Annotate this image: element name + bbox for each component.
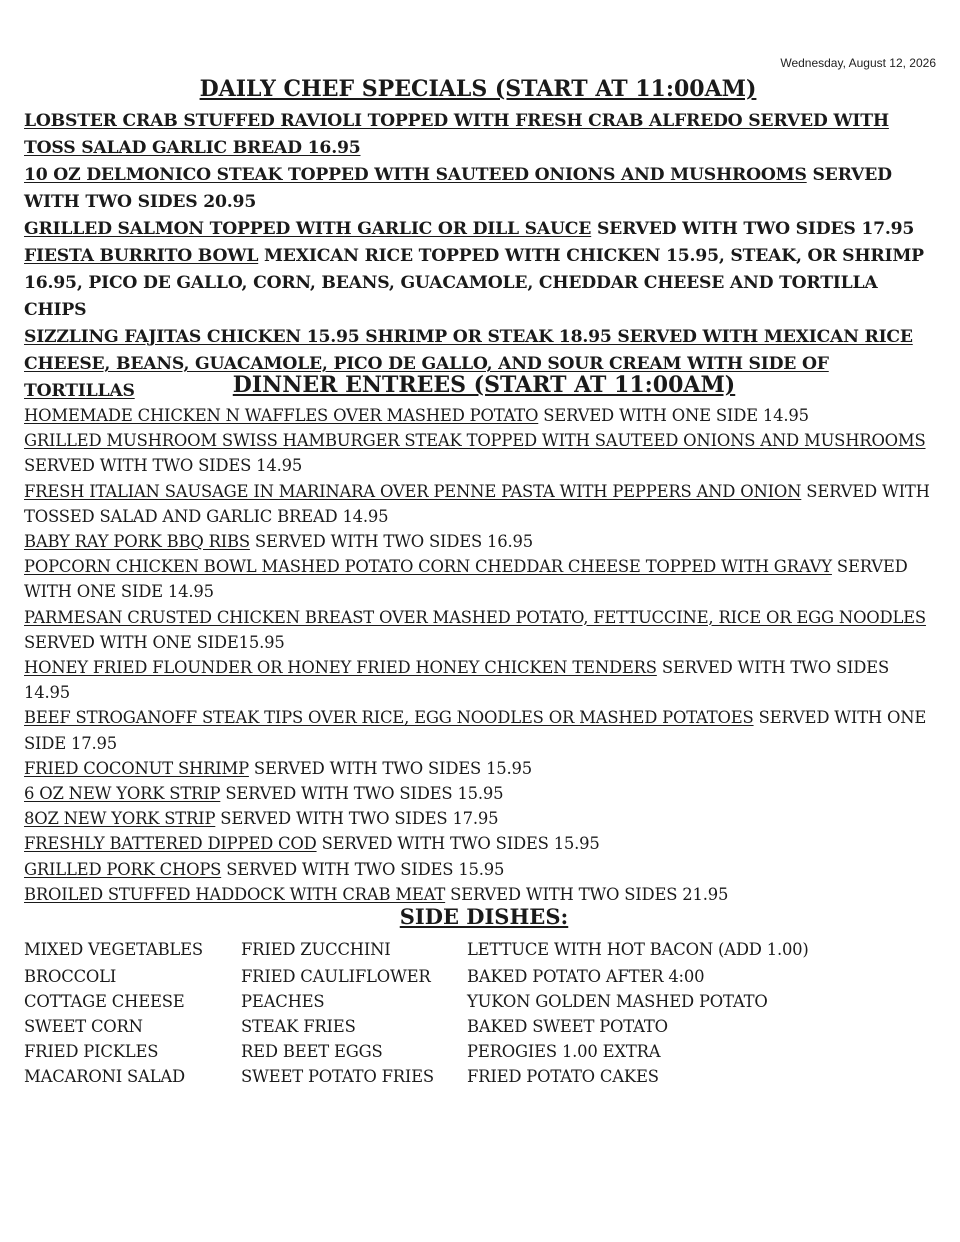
entree-item: [24, 705, 936, 755]
entree-item-name: FRIED COCONUT SHRIMP: [24, 758, 249, 778]
side-dish: MACARONI SALAD: [24, 1067, 185, 1087]
entree-item-name: GRILLED MUSHROOM SWISS HAMBURGER STEAK TOPPED WITH SAUTEED ONIONS AND MUSHROOMS: [24, 431, 926, 451]
entree-item: [24, 605, 936, 655]
side-dish: COTTAGE CHEESE: [24, 991, 185, 1011]
side-dish: FRIED ZUCCHINI: [241, 940, 391, 959]
entree-item-name: POPCORN CHICKEN BOWL MASHED POTATO CORN CHEDDAR CHEESE TOPPED WITH GRAVY: [24, 557, 832, 577]
side-dish: PEACHES: [241, 991, 325, 1011]
entree-item-detail: SERVED WITH TWO SIDES 14.95: [24, 658, 889, 703]
side-dish: PEROGIES 1.00 EXTRA: [467, 1042, 661, 1062]
special-item: [24, 108, 936, 162]
entree-item: [24, 756, 936, 781]
entree-item-detail: SERVED WITH TOSSED SALAD AND GARLIC BREAD 14.95: [24, 481, 930, 526]
print-date: Wednesday, August 12, 2026: [780, 56, 936, 70]
side-dish: BROCCOLI: [24, 966, 117, 986]
special-item: [24, 216, 936, 243]
entree-item-detail: SERVED WITH TWO SIDES 15.95: [248, 758, 532, 778]
entrees-list: [24, 403, 936, 907]
entree-item-name: HOMEMADE CHICKEN N WAFFLES OVER MASHED POTATO: [24, 406, 539, 425]
entree-item: [24, 857, 936, 882]
side-dish: MIXED VEGETABLES: [24, 940, 203, 959]
entree-item-name: PARMESAN CRUSTED CHICKEN BREAST OVER MASHED POTATO, FETTUCCINE, RICE OR EGG NOODLES: [24, 607, 926, 627]
entree-item-detail: SERVED WITH ONE SIDE 17.95: [24, 708, 927, 753]
entree-item-name: BROILED STUFFED HADDOCK WITH CRAB MEAT: [24, 884, 446, 904]
side-dish: RED BEET EGGS: [241, 1042, 383, 1062]
entrees-heading: DINNER ENTREES (START AT 11:00AM): [232, 372, 736, 398]
special-item: [24, 162, 936, 216]
entree-item-name: FRESH ITALIAN SAUSAGE IN MARINARA OVER PENNE PASTA WITH PEPPERS AND ONION: [24, 481, 802, 501]
special-item-detail: SERVED WITH TWO SIDES 17.95: [591, 219, 915, 239]
special-item-detail: MEXICAN RICE TOPPED WITH CHICKEN 15.95, STEAK, OR SHRIMP 16.95, PICO DE GALLO, CORN, BEANS, GUACAMOLE, CHEDDAR CHEESE AND TORTILLA CHIPS: [24, 246, 924, 320]
entree-item-detail: SERVED WITH ONE SIDE 14.95: [24, 557, 908, 602]
entree-item: [24, 428, 936, 478]
special-item-name: FIESTA BURRITO BOWL: [24, 246, 259, 266]
entree-item-name: HONEY FRIED FLOUNDER OR HONEY FRIED HONEY CHICKEN TENDERS: [24, 658, 657, 678]
side-dish: STEAK FRIES: [241, 1016, 356, 1036]
special-item-name: GRILLED SALMON TOPPED WITH GARLIC OR DILL SAUCE: [24, 219, 592, 239]
entree-item-name: FRESHLY BATTERED DIPPED COD: [24, 834, 317, 854]
special-item: [24, 243, 936, 324]
entree-item: [24, 655, 936, 705]
entree-item: [24, 806, 936, 831]
entree-item-detail: SERVED WITH TWO SIDES 17.95: [215, 809, 499, 829]
entree-item: [24, 554, 936, 604]
side-dish: SWEET POTATO FRIES: [241, 1067, 434, 1087]
special-item-name: SIZZLING FAJITAS CHICKEN 15.95 SHRIMP OR STEAK 18.95 SERVED WITH MEXICAN RICE CHEESE, BEANS, GUACAMOLE, PICO DE GALLO, AND SOUR CREAM WITH SIDE OF TORTILLAS: [24, 327, 913, 401]
side-dish: BAKED SWEET POTATO: [467, 1016, 668, 1036]
side-dish: LETTUCE WITH HOT BACON (ADD 1.00): [467, 940, 809, 959]
side-dish: FRIED PICKLES: [24, 1042, 159, 1062]
side-dish: FRIED POTATO CAKES: [467, 1067, 659, 1087]
entree-item: [24, 831, 936, 856]
entree-item-detail: SERVED WITH TWO SIDES 15.95: [316, 834, 600, 854]
specials-heading: DAILY CHEF SPECIALS (START AT 11:00AM): [199, 76, 757, 102]
entree-item-detail: SERVED WITH ONE SIDE15.95: [24, 632, 285, 652]
entree-item-name: GRILLED PORK CHOPS: [24, 859, 222, 879]
entree-item-name: 6 OZ NEW YORK STRIP: [24, 784, 221, 804]
entree-item-name: BABY RAY PORK BBQ RIBS: [24, 532, 250, 552]
entree-item-name: BEEF STROGANOFF STEAK TIPS OVER RICE, EGG NOODLES OR MASHED POTATOES: [24, 708, 754, 728]
entree-item-detail: SERVED WITH TWO SIDES 15.95: [221, 859, 505, 879]
side-dish: YUKON GOLDEN MASHED POTATO: [467, 991, 768, 1011]
entree-item-detail: SERVED WITH ONE SIDE 14.95: [538, 406, 809, 425]
entree-item: [24, 479, 936, 529]
side-dish: BAKED POTATO AFTER 4:00: [467, 966, 705, 986]
entree-item-detail: SERVED WITH TWO SIDES 14.95: [24, 456, 303, 476]
specials-list: [24, 108, 936, 405]
entree-item-detail: SERVED WITH TWO SIDES 21.95: [445, 884, 729, 904]
entree-item: [24, 403, 936, 428]
entree-item-detail: SERVED WITH TWO SIDES 15.95: [220, 784, 504, 804]
entree-item-detail: SERVED WITH TWO SIDES 16.95: [249, 532, 533, 552]
special-item-detail: SERVED WITH TWO SIDES 20.95: [24, 165, 892, 212]
side-dish: SWEET CORN: [24, 1016, 143, 1036]
sides-heading: SIDE DISHES:: [399, 904, 569, 929]
entree-item: [24, 781, 936, 806]
special-item-name: LOBSTER CRAB STUFFED RAVIOLI TOPPED WITH FRESH CRAB ALFREDO SERVED WITH TOSS SALAD GARLIC BREAD 16.95: [24, 111, 889, 158]
entree-item: [24, 529, 936, 554]
side-dish: FRIED CAULIFLOWER: [241, 966, 431, 986]
special-item-name: 10 OZ DELMONICO STEAK TOPPED WITH SAUTEED ONIONS AND MUSHROOMS: [24, 165, 807, 185]
entree-item-name: 8OZ NEW YORK STRIP: [24, 809, 216, 829]
